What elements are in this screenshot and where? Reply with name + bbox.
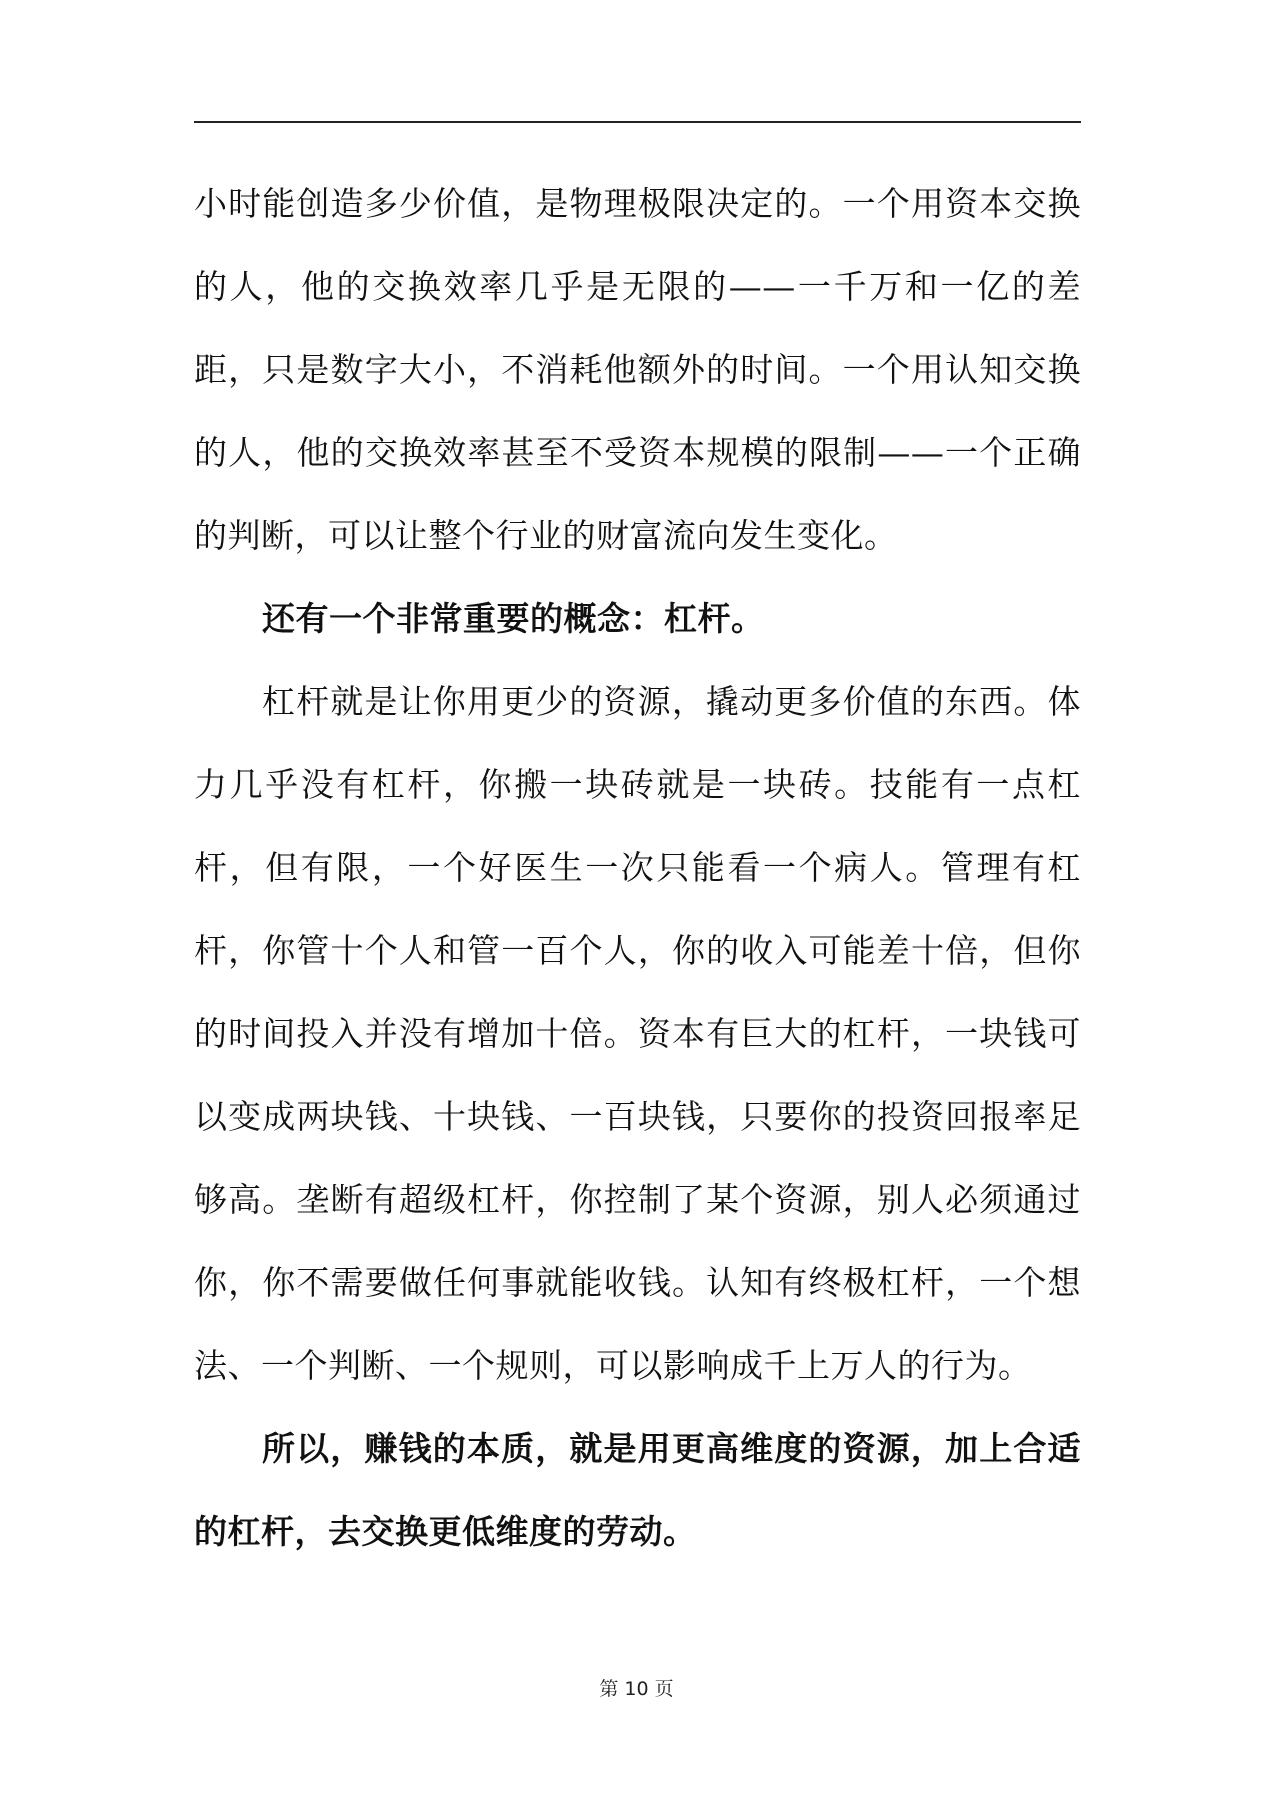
paragraph-leverage-heading: 还有一个非常重要的概念：杠杆。: [262, 599, 765, 638]
page-number: 第 10 页: [599, 1678, 674, 1700]
page-body: [194, 162, 1081, 1573]
header-rule: [194, 121, 1081, 123]
paragraph-continuation: 小时能创造多少价值，是物理极限决定的。一个用资本交换的人，他的交换效率几乎是无限的——一千万和一亿的差距，只是数字大小，不消耗他额外的时间。一个用认知交换的人，他的交换效率甚至不受资本规模的限制——一个正确的判断，可以让整个行业的财富流向发生变化。: [194, 184, 1081, 555]
paragraph-conclusion: 所以，赚钱的本质，就是用更高维度的资源，加上合适的杠杆，去交换更低维度的劳动。: [194, 1429, 1081, 1551]
paragraph-leverage-body: 杠杆就是让你用更少的资源，撬动更多价值的东西。体力几乎没有杠杆，你搬一块砖就是一块砖。技能有一点杠杆，但有限，一个好医生一次只能看一个病人。管理有杠杆，你管十个人和管一百个人，你的收入可能差十倍，但你的时间投入并没有增加十倍。资本有巨大的杠杆，一块钱可以变成两块钱、十块钱、一百块钱，只要你的投资回报率足够高。垄断有超级杠杆，你控制了某个资源，别人必须通过你，你不需要做任何事就能收钱。认知有终极杠杆，一个想法、一个判断、一个规则，可以影响成千上万人的行为。: [194, 682, 1081, 1385]
